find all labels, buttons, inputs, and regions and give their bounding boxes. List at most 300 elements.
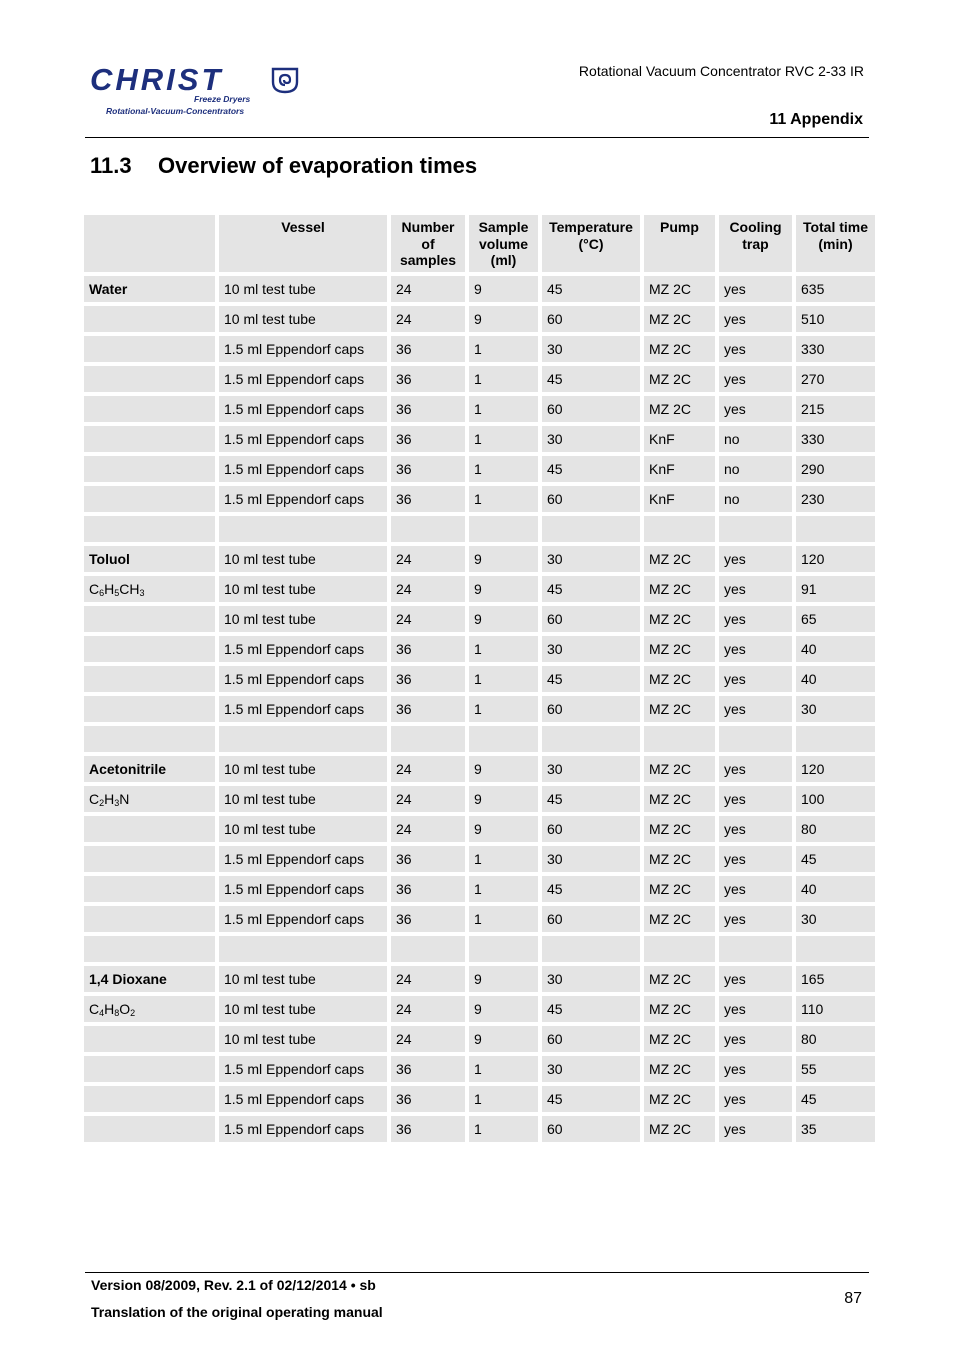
cell-temperature: 60 <box>542 696 640 722</box>
cell-cooling-trap: yes <box>719 756 792 782</box>
cell-total-time: 215 <box>796 396 875 422</box>
cell-sample-volume: 1 <box>469 486 538 512</box>
cell-total-time: 65 <box>796 606 875 632</box>
cell-temperature: 45 <box>542 876 640 902</box>
table-row <box>84 366 875 392</box>
empty-cell <box>84 366 215 392</box>
cell-pump: MZ 2C <box>644 636 715 662</box>
spacer-row <box>84 516 875 542</box>
cell-sample-volume: 9 <box>469 576 538 602</box>
cell-cooling-trap: yes <box>719 1116 792 1142</box>
empty-cell <box>542 726 640 752</box>
cell-pump: MZ 2C <box>644 276 715 302</box>
document-title: Rotational Vacuum Concentrator RVC 2-33 IR <box>578 63 864 79</box>
cell-temperature: 30 <box>542 1056 640 1082</box>
empty-cell <box>84 456 215 482</box>
spacer-row <box>84 726 875 752</box>
cell-total-time: 35 <box>796 1116 875 1142</box>
cell-number-of-samples: 24 <box>391 276 465 302</box>
column-header-line: (ml) <box>490 252 517 268</box>
footer-divider <box>85 1272 869 1273</box>
cell-total-time: 110 <box>796 996 875 1022</box>
cell-sample-volume: 9 <box>469 756 538 782</box>
cell-temperature: 45 <box>542 996 640 1022</box>
table-row <box>84 816 875 842</box>
cell-temperature: 30 <box>542 336 640 362</box>
cell-sample-volume: 9 <box>469 306 538 332</box>
cell-total-time: 80 <box>796 1026 875 1052</box>
column-header-line: Cooling <box>729 219 782 235</box>
chemical-formula <box>84 576 215 602</box>
cell-pump: MZ 2C <box>644 366 715 392</box>
column-header-line: Pump <box>660 219 699 235</box>
column-header-cooling-trap <box>719 215 792 272</box>
cell-cooling-trap: yes <box>719 846 792 872</box>
heading-number: 11.3 <box>90 153 132 178</box>
cell-number-of-samples: 24 <box>391 966 465 992</box>
cell-pump: MZ 2C <box>644 306 715 332</box>
empty-cell <box>84 696 215 722</box>
cell-cooling-trap: yes <box>719 546 792 572</box>
formula-element: H <box>104 790 115 807</box>
cell-vessel: 10 ml test tube <box>219 786 387 812</box>
column-header-number-of-samples <box>391 215 465 272</box>
cell-pump: MZ 2C <box>644 996 715 1022</box>
table-row <box>84 546 875 572</box>
empty-cell <box>219 516 387 542</box>
cell-vessel: 1.5 ml Eppendorf caps <box>219 396 387 422</box>
cell-number-of-samples: 24 <box>391 1026 465 1052</box>
cell-sample-volume: 1 <box>469 1086 538 1112</box>
logo-spiral-icon <box>270 66 300 94</box>
cell-total-time: 40 <box>796 876 875 902</box>
cell-pump: KnF <box>644 456 715 482</box>
cell-number-of-samples: 24 <box>391 816 465 842</box>
cell-vessel: 1.5 ml Eppendorf caps <box>219 876 387 902</box>
column-header-line: samples <box>399 252 457 268</box>
formula-element: CH <box>119 580 140 597</box>
column-header-total-time <box>796 215 875 272</box>
column-header-line: volume <box>478 235 528 252</box>
empty-cell <box>84 336 215 362</box>
cell-vessel: 1.5 ml Eppendorf caps <box>219 1086 387 1112</box>
table-row <box>84 756 875 782</box>
cell-sample-volume: 1 <box>469 366 538 392</box>
empty-cell <box>84 846 215 872</box>
cell-number-of-samples: 36 <box>391 336 465 362</box>
cell-total-time: 91 <box>796 576 875 602</box>
empty-cell <box>719 726 792 752</box>
cell-pump: MZ 2C <box>644 696 715 722</box>
table-row <box>84 966 875 992</box>
cell-vessel: 1.5 ml Eppendorf caps <box>219 1116 387 1142</box>
formula-element: C <box>89 580 100 597</box>
cell-sample-volume: 1 <box>469 846 538 872</box>
cell-sample-volume: 1 <box>469 666 538 692</box>
cell-number-of-samples: 36 <box>391 1086 465 1112</box>
cell-vessel: 10 ml test tube <box>219 816 387 842</box>
empty-cell <box>391 516 465 542</box>
cell-total-time: 120 <box>796 546 875 572</box>
cell-vessel: 10 ml test tube <box>219 276 387 302</box>
table-row <box>84 876 875 902</box>
cell-pump: MZ 2C <box>644 1086 715 1112</box>
cell-number-of-samples: 36 <box>391 1116 465 1142</box>
empty-cell <box>84 516 215 542</box>
cell-temperature: 30 <box>542 426 640 452</box>
cell-temperature: 60 <box>542 1026 640 1052</box>
cell-number-of-samples: 24 <box>391 786 465 812</box>
column-header-line: Vessel <box>281 219 325 235</box>
formula-element: N <box>119 790 130 807</box>
cell-cooling-trap: yes <box>719 336 792 362</box>
cell-total-time: 290 <box>796 456 875 482</box>
cell-cooling-trap: no <box>719 486 792 512</box>
logo-wordmark: CHRIST <box>90 62 224 97</box>
cell-cooling-trap: no <box>719 456 792 482</box>
cell-number-of-samples: 36 <box>391 366 465 392</box>
cell-sample-volume: 9 <box>469 816 538 842</box>
cell-total-time: 30 <box>796 696 875 722</box>
cell-cooling-trap: yes <box>719 906 792 932</box>
cell-pump: MZ 2C <box>644 786 715 812</box>
table-row <box>84 486 875 512</box>
cell-number-of-samples: 36 <box>391 486 465 512</box>
cell-vessel: 10 ml test tube <box>219 1026 387 1052</box>
cell-vessel: 1.5 ml Eppendorf caps <box>219 426 387 452</box>
cell-total-time: 80 <box>796 816 875 842</box>
table-row <box>84 666 875 692</box>
cell-number-of-samples: 24 <box>391 546 465 572</box>
empty-cell <box>644 516 715 542</box>
cell-number-of-samples: 24 <box>391 606 465 632</box>
cell-cooling-trap: yes <box>719 396 792 422</box>
cell-sample-volume: 1 <box>469 1056 538 1082</box>
cell-cooling-trap: yes <box>719 696 792 722</box>
cell-sample-volume: 1 <box>469 336 538 362</box>
cell-sample-volume: 1 <box>469 396 538 422</box>
cell-temperature: 45 <box>542 456 640 482</box>
cell-vessel: 10 ml test tube <box>219 606 387 632</box>
cell-number-of-samples: 36 <box>391 636 465 662</box>
cell-temperature: 45 <box>542 576 640 602</box>
table-row <box>84 426 875 452</box>
cell-temperature: 60 <box>542 606 640 632</box>
column-header-line: of <box>421 235 435 252</box>
cell-sample-volume: 9 <box>469 546 538 572</box>
empty-cell <box>219 726 387 752</box>
cell-temperature: 30 <box>542 636 640 662</box>
cell-sample-volume: 1 <box>469 876 538 902</box>
empty-cell <box>796 726 875 752</box>
empty-cell <box>219 936 387 962</box>
column-header-line: Number <box>401 219 455 235</box>
page-number: 87 <box>844 1290 862 1307</box>
column-header-line: (min) <box>818 235 853 252</box>
cell-cooling-trap: yes <box>719 276 792 302</box>
cell-number-of-samples: 36 <box>391 846 465 872</box>
table-row <box>84 306 875 332</box>
empty-cell <box>84 666 215 692</box>
cell-number-of-samples: 36 <box>391 396 465 422</box>
table-row <box>84 396 875 422</box>
table-row <box>84 786 875 812</box>
cell-temperature: 45 <box>542 786 640 812</box>
cell-temperature: 45 <box>542 666 640 692</box>
empty-cell <box>469 516 538 542</box>
cell-vessel: 1.5 ml Eppendorf caps <box>219 1056 387 1082</box>
formula-element: C <box>89 1000 100 1017</box>
empty-cell <box>469 726 538 752</box>
empty-cell <box>84 426 215 452</box>
cell-pump: MZ 2C <box>644 966 715 992</box>
cell-number-of-samples: 24 <box>391 996 465 1022</box>
formula-element: C <box>89 790 100 807</box>
column-header-substance <box>84 215 215 272</box>
cell-total-time: 230 <box>796 486 875 512</box>
cell-vessel: 1.5 ml Eppendorf caps <box>219 456 387 482</box>
cell-pump: MZ 2C <box>644 816 715 842</box>
cell-cooling-trap: yes <box>719 576 792 602</box>
empty-cell <box>84 876 215 902</box>
empty-cell <box>84 636 215 662</box>
table-body <box>84 276 875 1142</box>
cell-number-of-samples: 24 <box>391 756 465 782</box>
cell-temperature: 45 <box>542 276 640 302</box>
empty-cell <box>84 816 215 842</box>
cell-pump: MZ 2C <box>644 336 715 362</box>
cell-sample-volume: 9 <box>469 966 538 992</box>
evaporation-times-table <box>80 211 879 1146</box>
column-header-line: Sample <box>478 219 529 235</box>
cell-vessel: 1.5 ml Eppendorf caps <box>219 846 387 872</box>
cell-temperature: 60 <box>542 396 640 422</box>
column-header-vessel <box>219 215 387 272</box>
cell-sample-volume: 9 <box>469 1026 538 1052</box>
cell-total-time: 45 <box>796 1086 875 1112</box>
column-header-pump <box>644 215 715 272</box>
cell-sample-volume: 9 <box>469 786 538 812</box>
cell-pump: MZ 2C <box>644 906 715 932</box>
empty-cell <box>84 606 215 632</box>
chemical-formula <box>84 786 215 812</box>
cell-pump: KnF <box>644 426 715 452</box>
cell-sample-volume: 9 <box>469 606 538 632</box>
table-row <box>84 636 875 662</box>
cell-vessel: 1.5 ml Eppendorf caps <box>219 906 387 932</box>
section-label: 11 Appendix <box>769 111 863 128</box>
cell-cooling-trap: yes <box>719 1026 792 1052</box>
cell-vessel: 1.5 ml Eppendorf caps <box>219 486 387 512</box>
empty-cell <box>542 516 640 542</box>
formula-element: H <box>104 1000 115 1017</box>
cell-vessel: 1.5 ml Eppendorf caps <box>219 336 387 362</box>
empty-cell <box>84 1026 215 1052</box>
table-row <box>84 1116 875 1142</box>
cell-cooling-trap: yes <box>719 636 792 662</box>
cell-total-time: 45 <box>796 846 875 872</box>
cell-cooling-trap: no <box>719 426 792 452</box>
cell-cooling-trap: yes <box>719 876 792 902</box>
cell-temperature: 30 <box>542 756 640 782</box>
table-row <box>84 996 875 1022</box>
cell-vessel: 10 ml test tube <box>219 546 387 572</box>
cell-number-of-samples: 36 <box>391 876 465 902</box>
cell-sample-volume: 1 <box>469 456 538 482</box>
cell-vessel: 10 ml test tube <box>219 996 387 1022</box>
cell-pump: MZ 2C <box>644 1056 715 1082</box>
cell-vessel: 1.5 ml Eppendorf caps <box>219 366 387 392</box>
header-divider <box>85 137 869 138</box>
column-header-line: (°C) <box>578 235 604 252</box>
cell-sample-volume: 1 <box>469 696 538 722</box>
formula-element: O <box>119 1000 131 1017</box>
cell-vessel: 1.5 ml Eppendorf caps <box>219 636 387 662</box>
cell-pump: MZ 2C <box>644 1116 715 1142</box>
cell-total-time: 330 <box>796 426 875 452</box>
cell-total-time: 100 <box>796 786 875 812</box>
cell-sample-volume: 1 <box>469 426 538 452</box>
empty-cell <box>84 906 215 932</box>
table-row <box>84 696 875 722</box>
formula-subscript: 5 <box>114 587 120 598</box>
cell-total-time: 55 <box>796 1056 875 1082</box>
cell-number-of-samples: 36 <box>391 1056 465 1082</box>
cell-cooling-trap: yes <box>719 786 792 812</box>
substance-name: Acetonitrile <box>84 756 215 782</box>
empty-cell <box>84 726 215 752</box>
formula-subscript: 4 <box>99 1007 105 1018</box>
cell-pump: MZ 2C <box>644 576 715 602</box>
empty-cell <box>719 936 792 962</box>
empty-cell <box>391 726 465 752</box>
cell-temperature: 45 <box>542 1086 640 1112</box>
cell-cooling-trap: yes <box>719 306 792 332</box>
table-row <box>84 606 875 632</box>
cell-total-time: 330 <box>796 336 875 362</box>
substance-name: Water <box>84 276 215 302</box>
cell-cooling-trap: yes <box>719 996 792 1022</box>
column-header-line: trap <box>742 235 769 252</box>
cell-total-time: 635 <box>796 276 875 302</box>
column-header-line: Temperature <box>549 219 633 235</box>
cell-temperature: 60 <box>542 1116 640 1142</box>
cell-temperature: 30 <box>542 546 640 572</box>
cell-number-of-samples: 36 <box>391 906 465 932</box>
formula-subscript: 2 <box>130 1007 136 1018</box>
empty-cell <box>84 1056 215 1082</box>
empty-cell <box>796 936 875 962</box>
cell-temperature: 45 <box>542 366 640 392</box>
empty-cell <box>84 396 215 422</box>
cell-vessel: 10 ml test tube <box>219 306 387 332</box>
cell-number-of-samples: 36 <box>391 426 465 452</box>
cell-temperature: 60 <box>542 906 640 932</box>
column-header-line: Total time <box>802 219 869 235</box>
empty-cell <box>84 486 215 512</box>
cell-total-time: 165 <box>796 966 875 992</box>
substance-name: 1,4 Dioxane <box>84 966 215 992</box>
cell-pump: MZ 2C <box>644 396 715 422</box>
table-row <box>84 1056 875 1082</box>
cell-total-time: 270 <box>796 366 875 392</box>
empty-cell <box>644 936 715 962</box>
column-header-temperature <box>542 215 640 272</box>
cell-number-of-samples: 24 <box>391 576 465 602</box>
cell-pump: MZ 2C <box>644 606 715 632</box>
formula-subscript: 8 <box>114 1007 120 1018</box>
table-row <box>84 336 875 362</box>
cell-vessel: 10 ml test tube <box>219 576 387 602</box>
cell-number-of-samples: 36 <box>391 666 465 692</box>
page-heading <box>90 153 477 179</box>
cell-cooling-trap: yes <box>719 366 792 392</box>
table-row <box>84 576 875 602</box>
cell-pump: KnF <box>644 486 715 512</box>
cell-cooling-trap: yes <box>719 816 792 842</box>
cell-temperature: 30 <box>542 846 640 872</box>
cell-sample-volume: 1 <box>469 1116 538 1142</box>
cell-pump: MZ 2C <box>644 666 715 692</box>
cell-number-of-samples: 36 <box>391 696 465 722</box>
table-header-row <box>84 215 875 272</box>
table-row <box>84 276 875 302</box>
cell-sample-volume: 9 <box>469 276 538 302</box>
spacer-row <box>84 936 875 962</box>
empty-cell <box>391 936 465 962</box>
substance-name: Toluol <box>84 546 215 572</box>
christ-logo <box>90 64 320 120</box>
cell-cooling-trap: yes <box>719 606 792 632</box>
cell-pump: MZ 2C <box>644 546 715 572</box>
table-row <box>84 456 875 482</box>
cell-vessel: 1.5 ml Eppendorf caps <box>219 696 387 722</box>
cell-number-of-samples: 24 <box>391 306 465 332</box>
cell-total-time: 510 <box>796 306 875 332</box>
cell-temperature: 60 <box>542 816 640 842</box>
table-row <box>84 846 875 872</box>
cell-sample-volume: 1 <box>469 636 538 662</box>
column-header-sample-volume <box>469 215 538 272</box>
empty-cell <box>469 936 538 962</box>
cell-cooling-trap: yes <box>719 966 792 992</box>
footer-translation-note: Translation of the original operating manual <box>91 1304 383 1320</box>
cell-sample-volume: 1 <box>469 906 538 932</box>
cell-pump: MZ 2C <box>644 846 715 872</box>
heading-title: Overview of evaporation times <box>158 153 478 178</box>
cell-vessel: 1.5 ml Eppendorf caps <box>219 666 387 692</box>
formula-subscript: 3 <box>139 587 145 598</box>
empty-cell <box>84 1116 215 1142</box>
footer-version: Version 08/2009, Rev. 2.1 of 02/12/2014 • sb <box>91 1277 376 1293</box>
formula-element: H <box>104 580 115 597</box>
cell-total-time: 30 <box>796 906 875 932</box>
cell-pump: MZ 2C <box>644 876 715 902</box>
cell-sample-volume: 9 <box>469 996 538 1022</box>
empty-cell <box>84 1086 215 1112</box>
logo-tagline-freeze-dryers: Freeze Dryers <box>194 94 251 104</box>
cell-total-time: 120 <box>796 756 875 782</box>
formula-subscript: 2 <box>99 797 105 808</box>
empty-cell <box>84 306 215 332</box>
cell-total-time: 40 <box>796 636 875 662</box>
empty-cell <box>542 936 640 962</box>
formula-subscript: 3 <box>114 797 120 808</box>
table-row <box>84 1086 875 1112</box>
logo-tagline-rvc: Rotational-Vacuum-Concentrators <box>106 106 245 116</box>
cell-vessel: 10 ml test tube <box>219 756 387 782</box>
formula-subscript: 6 <box>99 587 105 598</box>
